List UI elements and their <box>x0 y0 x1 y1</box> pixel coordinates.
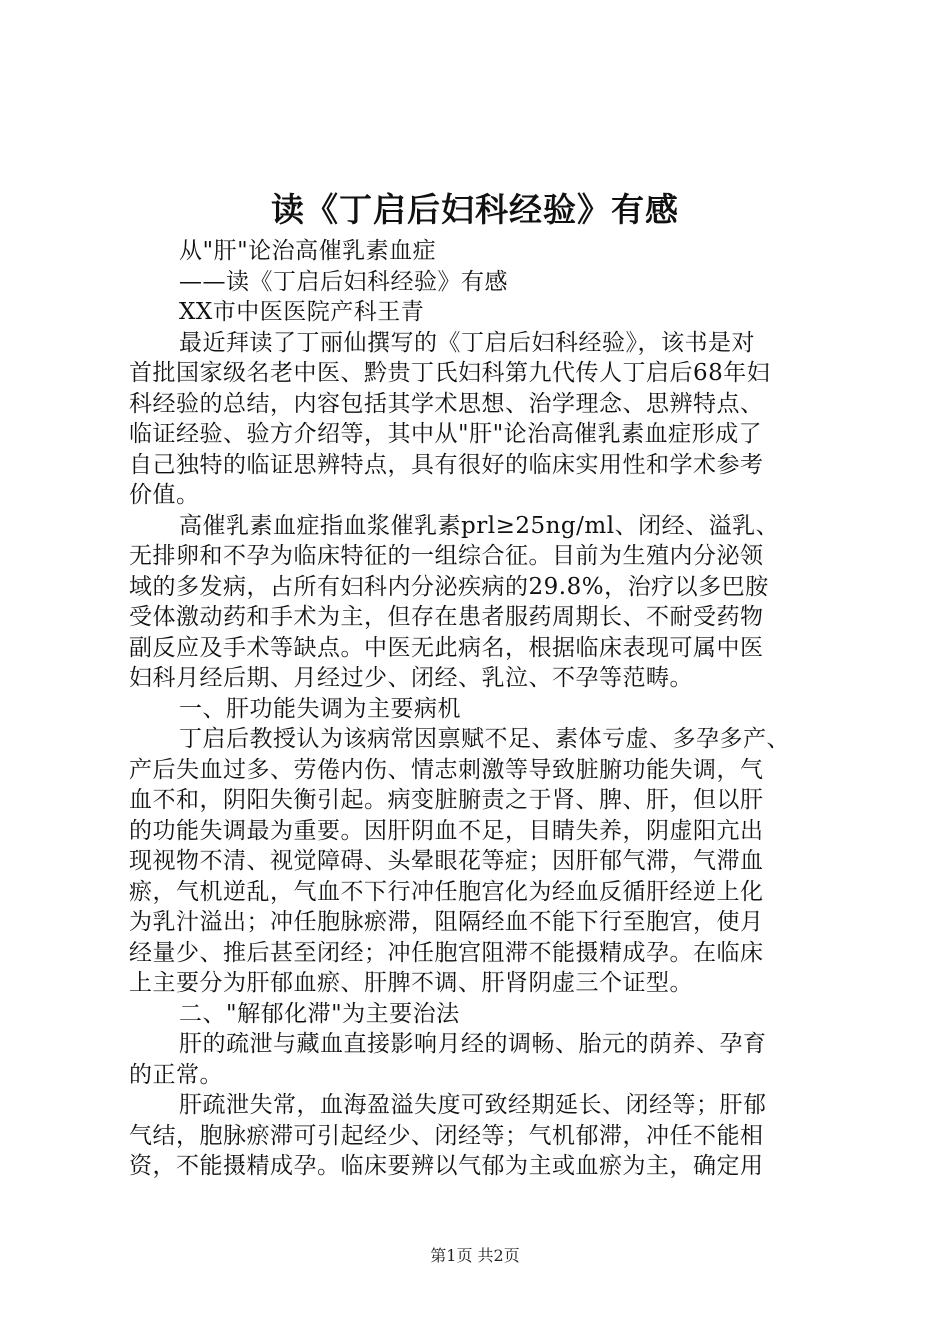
paragraph-line: 首批国家级名老中医、黔贵丁氏妇科第九代传人丁启后68年妇 <box>129 360 771 386</box>
paragraph-line: 高催乳素血症指血浆催乳素prl≥25ng/ml、闭经、溢乳、 <box>179 512 780 539</box>
paragraph-line: 域的多发病，占所有妇科内分泌疾病的29.8%，治疗以多巴胺 <box>129 573 769 600</box>
paragraph-line: 的功能失调最为重要。因肝阴血不足，目睛失养，阴虚阳亢出 <box>129 817 764 844</box>
page-footer: 第1页 共2页 <box>430 1246 520 1265</box>
paragraph-line: 肝的疏泄与藏血直接影响月经的调畅、胎元的荫养、孕育 <box>179 1031 767 1057</box>
paragraph-line: 科经验的总结，内容包括其学术思想、治学理念、思辨特点、 <box>129 390 764 417</box>
paragraph-line: 现视物不清、视觉障碍、头晕眼花等症；因肝郁气滞，气滞血 <box>129 848 764 874</box>
paragraph-line: 肝疏泄失常，血海盈溢失度可致经期延长、闭经等；肝郁 <box>179 1092 767 1118</box>
subtitle: 从"肝"论治高催乳素血症 <box>179 238 437 264</box>
paragraph-line: 血不和，阴阳失衡引起。病变脏腑责之于肾、脾、肝，但以肝 <box>129 787 764 813</box>
paragraph-line: 的正常。 <box>129 1061 223 1088</box>
paragraph-line: 丁启后教授认为该病常因禀赋不足、素体亏虚、多孕多产、 <box>179 726 790 752</box>
subtitle-secondary: ——读《丁启后妇科经验》有感 <box>179 268 508 295</box>
paragraph-line: 上主要分为肝郁血瘀、肝脾不调、肝肾阴虚三个证型。 <box>129 970 693 996</box>
paragraph-line: 产后失血过多、劳倦内伤、情志刺激等导致脏腑功能失调，气 <box>129 756 764 783</box>
paragraph-line: 资，不能摄精成孕。临床要辨以气郁为主或血瘀为主，确定用 <box>129 1153 764 1179</box>
paragraph-line: 为乳汁溢出；冲任胞脉瘀滞，阻隔经血不能下行至胞宫，使月 <box>129 909 764 935</box>
document-body <box>129 236 837 1182</box>
section-heading: 一、肝功能失调为主要病机 <box>179 695 461 722</box>
section-heading: 二、"解郁化滞"为主要治法 <box>179 1000 460 1027</box>
paragraph-line: 临证经验、验方介绍等，其中从"肝"论治高催乳素血症形成了 <box>129 421 763 447</box>
paragraph-line: 瘀，气机逆乱，气血不下行冲任胞宫化为经血反循肝经逆上化 <box>129 878 764 905</box>
paragraph-line: 无排卵和不孕为临床特征的一组综合征。目前为生殖内分泌领 <box>129 543 764 569</box>
paragraph-line: 自己独特的临证思辨特点，具有很好的临床实用性和学术参考 <box>129 451 764 478</box>
paragraph-line: 妇科月经后期、月经过少、闭经、乳泣、不孕等范畴。 <box>129 665 693 691</box>
paragraph-line: 价值。 <box>129 482 200 508</box>
paragraph-line: 气结，胞脉瘀滞可引起经少、闭经等；气机郁滞，冲任不能相 <box>129 1122 764 1149</box>
paragraph-line: 最近拜读了丁丽仙撰写的《丁启后妇科经验》，该书是对 <box>179 329 755 356</box>
paragraph-line: 副反应及手术等缺点。中医无此病名，根据临床表现可属中医 <box>129 634 764 661</box>
paragraph-line: 经量少、推后甚至闭经；冲任胞宫阻滞不能摄精成孕。在临床 <box>129 939 764 966</box>
author-line: XX市中医医院产科王青 <box>179 299 425 325</box>
document-title: 读《丁启后妇科经验》有感 <box>271 190 679 229</box>
paragraph-line: 受体激动药和手术为主，但存在患者服药周期长、不耐受药物 <box>129 604 764 630</box>
